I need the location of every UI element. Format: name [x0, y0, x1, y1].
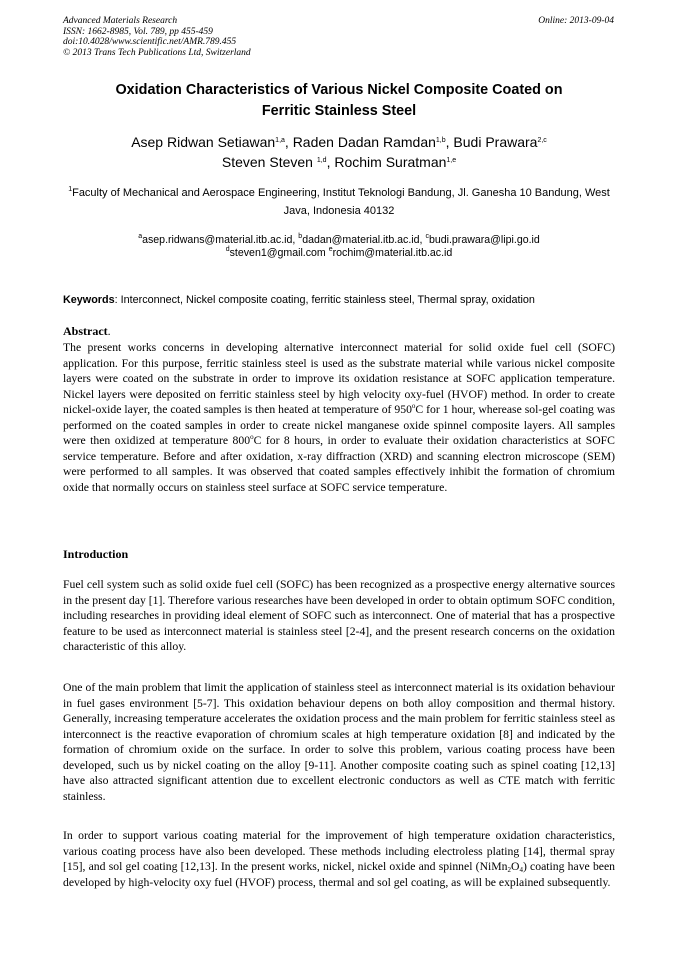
- author-name: Raden Dadan Ramdan: [292, 134, 436, 150]
- email-sup: c: [425, 233, 429, 240]
- introduction-heading: Introduction: [63, 547, 129, 561]
- keywords-text: : Interconnect, Nickel composite coating, ferritic stainless steel, Thermal spray, oxidation: [114, 294, 535, 306]
- author-affil-sup: 1,e: [446, 157, 457, 164]
- title-line-2: Ferritic Stainless Steel: [261, 103, 417, 119]
- degree-sup: o: [411, 402, 416, 410]
- author-emails: [63, 234, 615, 260]
- author-list: [63, 132, 615, 172]
- authors-line-2: Steven Steven $^{1,d}$, Rochim Suratman$^{1,e}$: [221, 154, 457, 170]
- author-affil-sup: 1,a: [275, 137, 285, 144]
- copyright-line: © 2013 Trans Tech Publications Ltd, Switzerland: [63, 47, 251, 58]
- email-sup: e: [328, 246, 333, 253]
- online-date: Online: 2013-09-04: [538, 16, 614, 26]
- degree-sup: o: [250, 433, 254, 441]
- author-affil-sup: 1,b: [435, 137, 446, 144]
- author-name: Steven Steven: [221, 154, 317, 170]
- authors-line-1: Asep Ridwan Setiawan$^{1,a}$, Raden Dadan Ramdan$^{1,b}$, Budi Prawara$^{2,c}$: [131, 134, 547, 150]
- doi-line: doi:10.4028/www.scientific.net/AMR.789.455: [63, 37, 237, 48]
- author-affil-sup: 1,d: [316, 157, 327, 164]
- author-name: Asep Ridwan Setiawan: [131, 134, 276, 150]
- email-link[interactable]: budi.prawara@lipi.go.id: [428, 234, 540, 246]
- keywords-label: Keywords: [63, 294, 115, 306]
- intro-paragraph-2: One of the main problem that limit the application of stainless steel as interconnect material is its oxidation behaviour in fuel gases environment [5-7]. This oxidation behaviour depens on both alloy composition and thermal history. Generally, increasing temperature accelerates the oxidation process and the main problem for ferritic stainless steel as interconnect is the reactive evaporation of chromium scales at high temperature oxidation [8] and indicated by the formation of chromium oxide on the surface. In order to solve this problem, various coating process have been developed, such us by nickel coating on the alloy [9-11]. Another composite coating such as spinel coating [12,13] have also attracted significant attention due to excellent electronic conductors as well as CTE match with ferritic stainless.: [63, 681, 615, 803]
- author-name: Rochim Suratman: [334, 154, 447, 170]
- abstract-heading: Abstract.: [63, 324, 111, 338]
- email-sup: b: [298, 233, 303, 240]
- emails-line-2: [63, 247, 615, 260]
- email-link[interactable]: asep.ridwans@material.itb.ac.id,: [142, 234, 299, 246]
- title-line-1: Oxidation Characteristics of Various Nickel Composite Coated on: [115, 82, 563, 98]
- keywords: [63, 293, 619, 307]
- affiliation: [63, 184, 615, 220]
- author-affil-sup: 2,c: [537, 137, 547, 144]
- issn-line: ISSN: 1662-8985, Vol. 789, pp 455-459: [63, 26, 213, 37]
- email-link[interactable]: steven1@gmail.com: [229, 247, 329, 259]
- email-sup: d: [225, 246, 230, 253]
- author-name: Budi Prawara: [453, 134, 538, 150]
- journal-name: Advanced Materials Research: [63, 16, 178, 26]
- email-sup: a: [138, 233, 143, 240]
- email-link[interactable]: dadan@material.itb.ac.id,: [302, 234, 426, 246]
- affiliation-text: Faculty of Mechanical and Aerospace Engineering, Institut Teknologi Bandung, Jl. Ganesha 10 Bandung, West Java, Indonesia 40132: [72, 187, 610, 217]
- subscript: 4: [519, 866, 523, 874]
- affiliation-sup: 1: [68, 186, 73, 193]
- subscript: 2: [507, 866, 511, 874]
- paper-title: [63, 80, 615, 122]
- abstract-body: The present works concerns in developing alternative interconnect material for solid oxide fuel cell (SOFC) application. For this purpose, ferritic stainless steel is used as the substrate material while various nickel composite layers were coated on the substrate in order to improve its oxidation resistance at SOFC application temperature. Nickel layers were deposited on ferritic stainless steel by high velocity oxy-fuel (HVOF) method. In order to create nickel-oxide layer, the coated samples is then heated at temperature of 950$^o$C for 1 hour, wherease sol-gel coating was performed on the coated samples in order to create nickel manganese oxide spinnel composite layers. All samples were then oxidized at temperature 800$^o$C for 8 hours, in order to evaluate their oxidation characteristics at SOFC service temperature. Before and after oxidation, x-ray diffraction (XRD) and scanning electron microscope (SEM) were performed to all samples. It was observed that coated samples effectively inhibit the formation of chromium oxide that normally occurs on stainless steel surface at SOFC service temperature.: [63, 341, 616, 494]
- emails-line-1: [63, 234, 615, 247]
- intro-paragraph-1: Fuel cell system such as solid oxide fuel cell (SOFC) has been recognized as a prospective energy alternative sources in the present day [1]. Therefore various researches have been developed in order to obtain optimum SOFC condition, including researches in providing ideal element of SOFC such as interconnect. One of material that has a prospective feature to be used as interconnect material is stainless steel [2-4], and the present research concerns on the oxidation characteristic of this alloy.: [63, 578, 615, 653]
- journal-header: [63, 16, 443, 58]
- email-link[interactable]: rochim@material.itb.ac.id: [332, 247, 453, 259]
- intro-paragraph-3: In order to support various coating material for the improvement of high temperature oxidation characteristics, various coating process have also been developed. These methods including electroless plating [14], thermal spray [15], and sol gel coating [12,13]. In the present works, nickel, nickel oxide and spinnel $(NiMn_2O_4)$ coating have been developed by high-velocity oxy fuel (HVOF) process, thermal and sol gel coating, as will be explained subsequently.: [63, 829, 616, 889]
